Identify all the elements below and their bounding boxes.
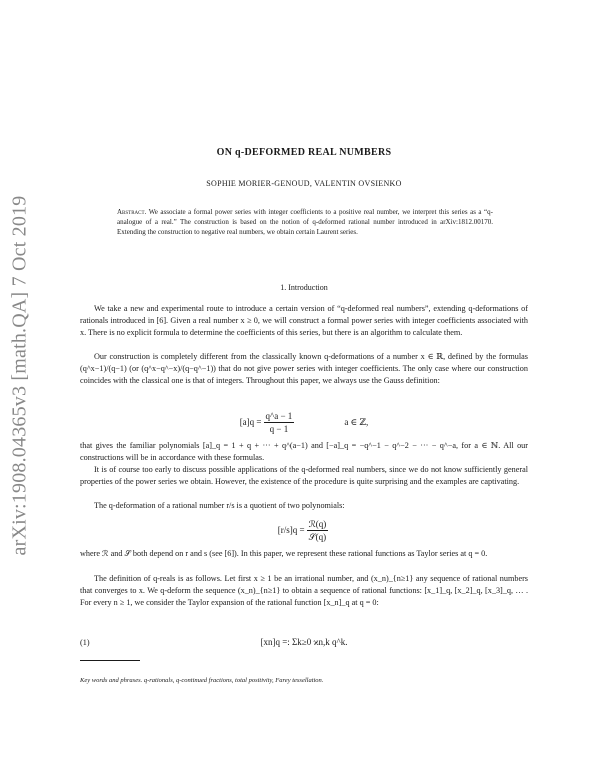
rational-fraction bbox=[307, 518, 329, 543]
paragraph-1: We take a new and experimental route to introduce a certain version of “q-deformed real numbers”, extending q-deformations of rationals introduced in [6]. Given a real number x ≥ 0, we will construct a formal power series with integer coefficients associated with x. There is no explicit formula to determine the coefficients of this series, but there is an algorithm to calculate them. bbox=[80, 304, 528, 337]
taylor-equation bbox=[80, 632, 528, 652]
arxiv-sidebar bbox=[2, 180, 38, 570]
gauss-condition: a ∈ ℤ, bbox=[344, 416, 369, 427]
paragraph-5: The q-deformation of a rational number r/s is a quotient of two polynomials: bbox=[94, 501, 345, 510]
paper-title: ON q-DEFORMED REAL NUMBERS bbox=[216, 147, 392, 158]
abstract bbox=[117, 207, 493, 237]
abstract-text: We associate a formal power series with integer coefficients to a positive real number, we interpret this series as a “q-analogue of a real.” The construction is based on the notion of q-deformed rational number introduced in arXiv:1812.00170. Extending the construction to negative real numbers, we obtain certain Laurent series. bbox=[117, 208, 493, 236]
abstract-label: Abstract. bbox=[117, 208, 147, 216]
taylor-expression: [xn]q =: Σk≥0 ϰn,k q^k. bbox=[260, 637, 348, 647]
arxiv-identifier: arXiv:1908.04365v3 [math.QA] 7 Oct 2019 bbox=[8, 195, 31, 555]
section-heading-introduction: 1. Introduction bbox=[280, 283, 328, 292]
paragraph-7: The definition of q-reals is as follows. Let first x ≥ 1 be an irrational number, and (x_n)_{n≥1} any sequence of rational numbers that converges to x. We q-deform the sequence (x_n)_{n≥1} to obtain a sequence of rational functions: [x_1]_q, [x_2]_q, [x_3]_q, … . For every n ≥ 1, we consider the Taylor expansion of the rational function [x_n]_q at q = 0: bbox=[80, 574, 528, 607]
equation-number: (1) bbox=[80, 637, 90, 647]
paragraph-2: Our construction is completely different from the classically known q-deformations of a number x ∈ ℝ, defined by the formulas (q^x−1)/(q−1) (or (q^x−q^−x)/(q−q^−1)) that do not give power series with integer coefficients. The only case where our construction coincides with the classical one is that of integers. Throughout this paper, we always use the Gauss definition: bbox=[80, 352, 528, 385]
rational-numerator: ℛ(q) bbox=[308, 518, 327, 529]
rational-equation bbox=[80, 514, 528, 546]
paragraph-4: It is of course too early to discuss possible applications of the q-deformed real numbers, since we do not know sufficiently general properties of the power series we obtain. However, the existence of the procedure is quite surprising and the examples are captivating. bbox=[80, 465, 528, 486]
footnote-keywords: Key words and phrases. q-rationals, q-continued fractions, total positivity, Farey tessellation. bbox=[80, 677, 324, 684]
gauss-equation bbox=[80, 408, 528, 436]
paragraph-3: that gives the familiar polynomials [a]_q = 1 + q + ··· + q^(a−1) and [−a]_q = −q^−1 − q^−2 − ··· − q^−a, for a ∈ ℕ. All our constructions will be in accordance with these formulas. bbox=[80, 441, 528, 462]
gauss-lhs: [a]q = bbox=[239, 417, 262, 427]
gauss-fraction bbox=[264, 410, 295, 435]
rational-denominator: 𝒮(q) bbox=[308, 531, 327, 542]
footnote-divider bbox=[80, 660, 140, 661]
paragraph-6: where ℛ and 𝒮 both depend on r and s (see [6]). In this paper, we represent these rational functions as Taylor series at q = 0. bbox=[80, 549, 488, 558]
gauss-numerator: q^a − 1 bbox=[265, 410, 293, 421]
rational-lhs: [r/s]q = bbox=[277, 525, 305, 535]
gauss-denominator: q − 1 bbox=[269, 423, 289, 434]
paper-authors: SOPHIE MORIER-GENOUD, VALENTIN OVSIENKO bbox=[206, 179, 402, 188]
